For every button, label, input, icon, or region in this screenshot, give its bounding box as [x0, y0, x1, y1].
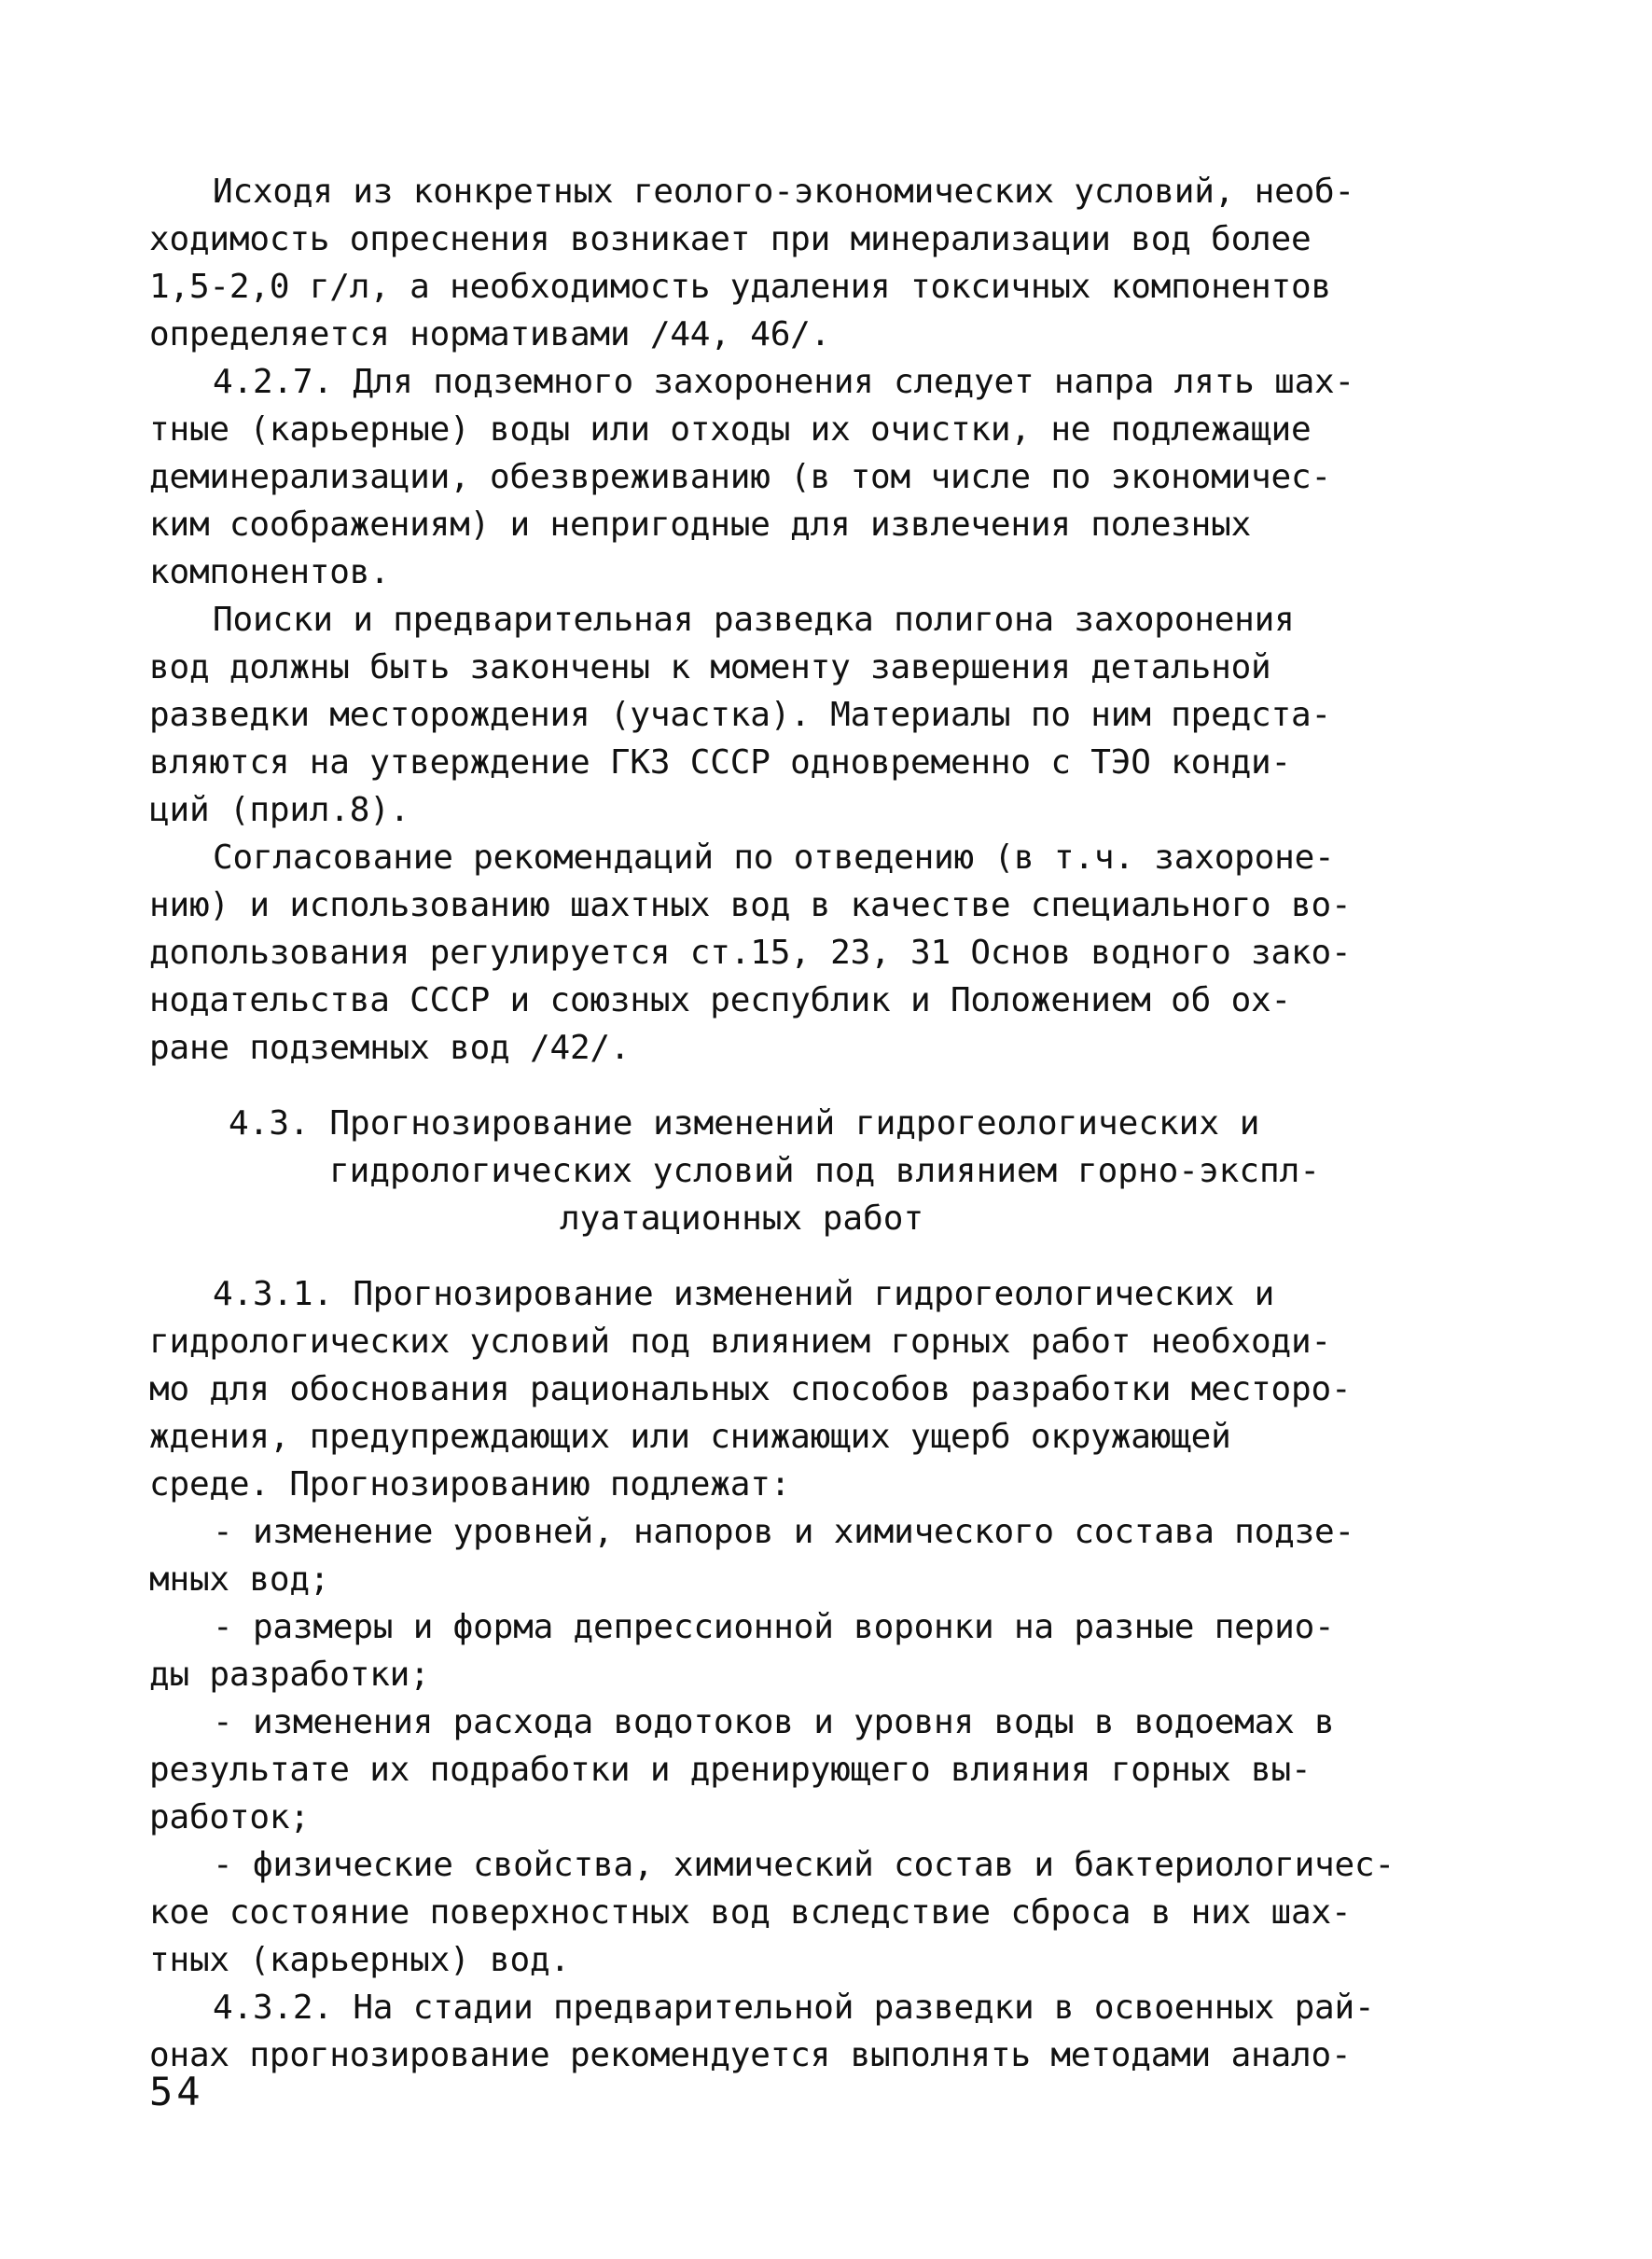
text-line: Поиски и предварительная разведка полигона захоронения — [213, 601, 1295, 639]
text-line: результате их подработки и дренирующего влияния горных вы- — [149, 1751, 1312, 1789]
page-number: 54 — [149, 2069, 204, 2114]
text-line: деминерализации, обезвреживанию (в том числе по экономичес- — [149, 458, 1331, 496]
text-line: ходимость опреснения возникает при минерализации вод более — [149, 220, 1312, 258]
text-line: 4.3.1. Прогнозирование изменений гидрогеологических и — [213, 1275, 1275, 1313]
list-item — [149, 1698, 1502, 1841]
section-heading — [149, 1100, 1502, 1242]
text-line: - изменения расхода водотоков и уровня воды в водоемах в — [213, 1703, 1335, 1741]
spacer — [149, 1072, 1502, 1100]
text-line: 1,5-2,0 г/л, а необходимость удаления токсичных компонентов — [149, 268, 1331, 306]
text-line: разведки месторождения (участка). Материалы по ним предста- — [149, 696, 1331, 734]
text-line: ране подземных вод /42/. — [149, 1029, 631, 1067]
text-line: Согласование рекомендаций по отведению (в т.ч. захороне- — [213, 838, 1335, 877]
text-line: ждения, предупреждающих или снижающих ущерб окружающей — [149, 1418, 1231, 1456]
text-line: Исходя из конкретных геолого-экономических условий, необ- — [213, 173, 1355, 211]
text-line: вляются на утверждение ГКЗ СССР одновременно с ТЭО конди- — [149, 743, 1292, 782]
heading-line: 4.3. Прогнозирование изменений гидрогеологических и — [229, 1104, 1260, 1143]
list-item — [149, 1508, 1502, 1603]
paragraph-5 — [149, 1270, 1502, 1508]
text-line: - изменение уровней, напоров и химического состава подзе- — [213, 1513, 1355, 1551]
text-line: ды разработки; — [149, 1656, 430, 1694]
text-line: тных (карьерных) вод. — [149, 1941, 570, 1979]
paragraph-1 — [149, 168, 1502, 358]
heading-line: гидрологических условий под влиянием горно-экспл- — [329, 1152, 1321, 1190]
text-line: среде. Прогнозированию подлежат: — [149, 1465, 791, 1504]
text-line: - размеры и форма депрессионной воронки на разные перио- — [213, 1608, 1335, 1646]
text-line: вод должны быть закончены к моменту завершения детальной — [149, 648, 1271, 686]
text-line: нию) и использованию шахтных вод в качестве специального во- — [149, 886, 1352, 924]
paragraph-6 — [149, 1984, 1502, 2079]
text-line: мо для обоснования рациональных способов разработки месторо- — [149, 1370, 1352, 1408]
heading-line: луатационных работ — [560, 1199, 924, 1238]
text-line: компонентов. — [149, 553, 390, 591]
text-line: онах прогнозирование рекомендуется выполнять методами анало- — [149, 2036, 1352, 2074]
list-item — [149, 1841, 1502, 1984]
page-body — [149, 168, 1502, 2079]
text-line: ций (прил.8). — [149, 791, 410, 829]
paragraph-3 — [149, 596, 1502, 834]
text-line: нодательства СССР и союзных республик и Положением об ох- — [149, 981, 1292, 1019]
text-line: кое состояние поверхностных вод вследствие сброса в них шах- — [149, 1893, 1352, 1932]
text-line: мных вод; — [149, 1560, 330, 1599]
text-line: 4.2.7. Для подземного захоронения следует напра лять шах- — [213, 363, 1355, 401]
spacer — [149, 1242, 1502, 1270]
text-line: - физические свойства, химический состав и бактериологичес- — [213, 1846, 1395, 1884]
paragraph-4 — [149, 834, 1502, 1072]
list-item — [149, 1603, 1502, 1698]
text-line: гидрологических условий под влиянием горных работ необходи- — [149, 1323, 1331, 1361]
text-line: работок; — [149, 1798, 310, 1836]
text-line: 4.3.2. На стадии предварительной разведки в освоенных рай- — [213, 1989, 1375, 2027]
text-line: тные (карьерные) воды или отходы их очистки, не подлежащие — [149, 410, 1312, 449]
text-line: ким соображениям) и непригодные для извлечения полезных — [149, 506, 1252, 544]
paragraph-2 — [149, 358, 1502, 596]
text-line: допользования регулируется ст.15, 23, 31 Основ водного зако- — [149, 934, 1352, 972]
text-line: определяется нормативами /44, 46/. — [149, 315, 831, 353]
